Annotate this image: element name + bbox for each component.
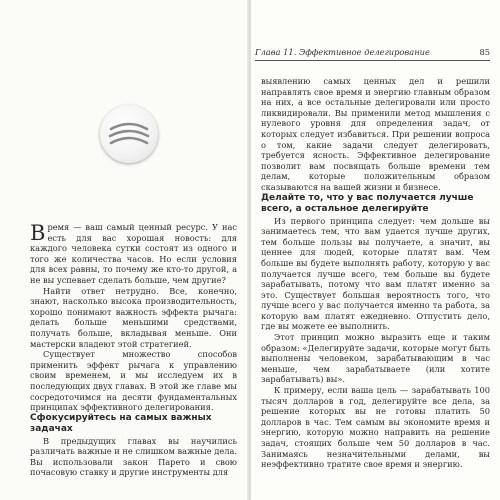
left-paragraph-2: Найти ответ нетрудно. Все, конечно, знают, насколько высока производительность, хорошо понимают важность эффекта рычага: делать больше меньшими средствами, получать больше, вкладывая меньше. Они мастерски владеют этой стратегией. <box>30 285 237 349</box>
running-header <box>255 46 490 61</box>
right-paragraph-3: Этот принцип можно выразить еще и таким образом: «Делегируйте задачи, которые могут быть выполнены человеком, зарабатывающим в час меньше, чем зарабатываете (или хотите зарабатывать) вы». <box>261 332 490 385</box>
left-page <box>0 0 249 500</box>
dropcap: В <box>30 221 46 245</box>
left-section-heading: Сфокусируйтесь на самых важных задачах <box>30 412 212 435</box>
right-paragraph-2: Из первого принципа следует: чем дольше вы занимаетесь тем, что вам удается лучше других, тем больше пользы вы получаете, а значит, вы ценнее для людей, которые платят вам. Чем больше вы будете выполнять работу, которую у вас получается лучше всего, тем больше вы будете зарабатывать, потому что вам платят именно за это. Существует большая вероятность того, что лучше всего у вас получается именно та работа, за которую вам платят ежедневно. Отпустить дело, где вы можете ее выполнить. <box>261 215 490 332</box>
left-paragraph-3: Существует множество способов применить эффект рычага к управлению своим временем, и мы исследуем их в последующих двух главах. В этой же главе мы сосредоточимся на десяти фундаментальных принципах эффективного делегирования. <box>30 349 237 413</box>
wave-emblem-icon <box>100 105 158 163</box>
chapter-title: Глава 11. Эффективное делегирование <box>255 47 430 57</box>
right-paragraph-1: выявлению самых ценных дел и решили направлять свое время и энергию главным образом на них, а все остальные делегировали или просто ликвидировали. Вы применили метод мышления с нулевого уровня для определения задач, от которых следует избавиться. При решении вопроса о том, какие задачи следует делегировать, требуется ясность. Эффективное делегирование позволит вам посвящать больше времени тем делам, которые положительным образом сказываются на вашей жизни и бизнесе. <box>261 76 490 192</box>
left-paragraph-1: Время — ваш самый ценный ресурс. У нас есть для вас хорошая новость: для каждого человека сутки состоят из одного и того же количества часов. Но если условия для всех равны, то почему же кто-то другой, а не вы успевает сделать больше, чем другие? <box>30 221 237 285</box>
right-section-heading: Делайте то, что у вас получается лучше всего, а остальное делегируйте <box>261 192 474 215</box>
left-paragraph-4: В предыдущих главах вы научились различать важные и не слишком важные дела. Вы использовали закон Парето и свою почасовую ставку и другие инструменты для <box>30 435 237 478</box>
right-page <box>251 0 500 500</box>
right-page-text <box>261 76 490 470</box>
left-page-text <box>30 222 237 478</box>
page-number: 85 <box>479 47 490 57</box>
right-paragraph-4: К примеру, если ваша цель — зарабатывать 100 тысяч долларов в год, делегируйте все дела, за решение которых вы не готовы платить 50 долларов в час. Тем самым вы экономите время и энергию, которую можно направить на решение задач, стоящих больше чем 50 долларов в час. Занимаясь незначительными делами, вы неэффективно тратите свое время и энергию. <box>261 385 490 470</box>
